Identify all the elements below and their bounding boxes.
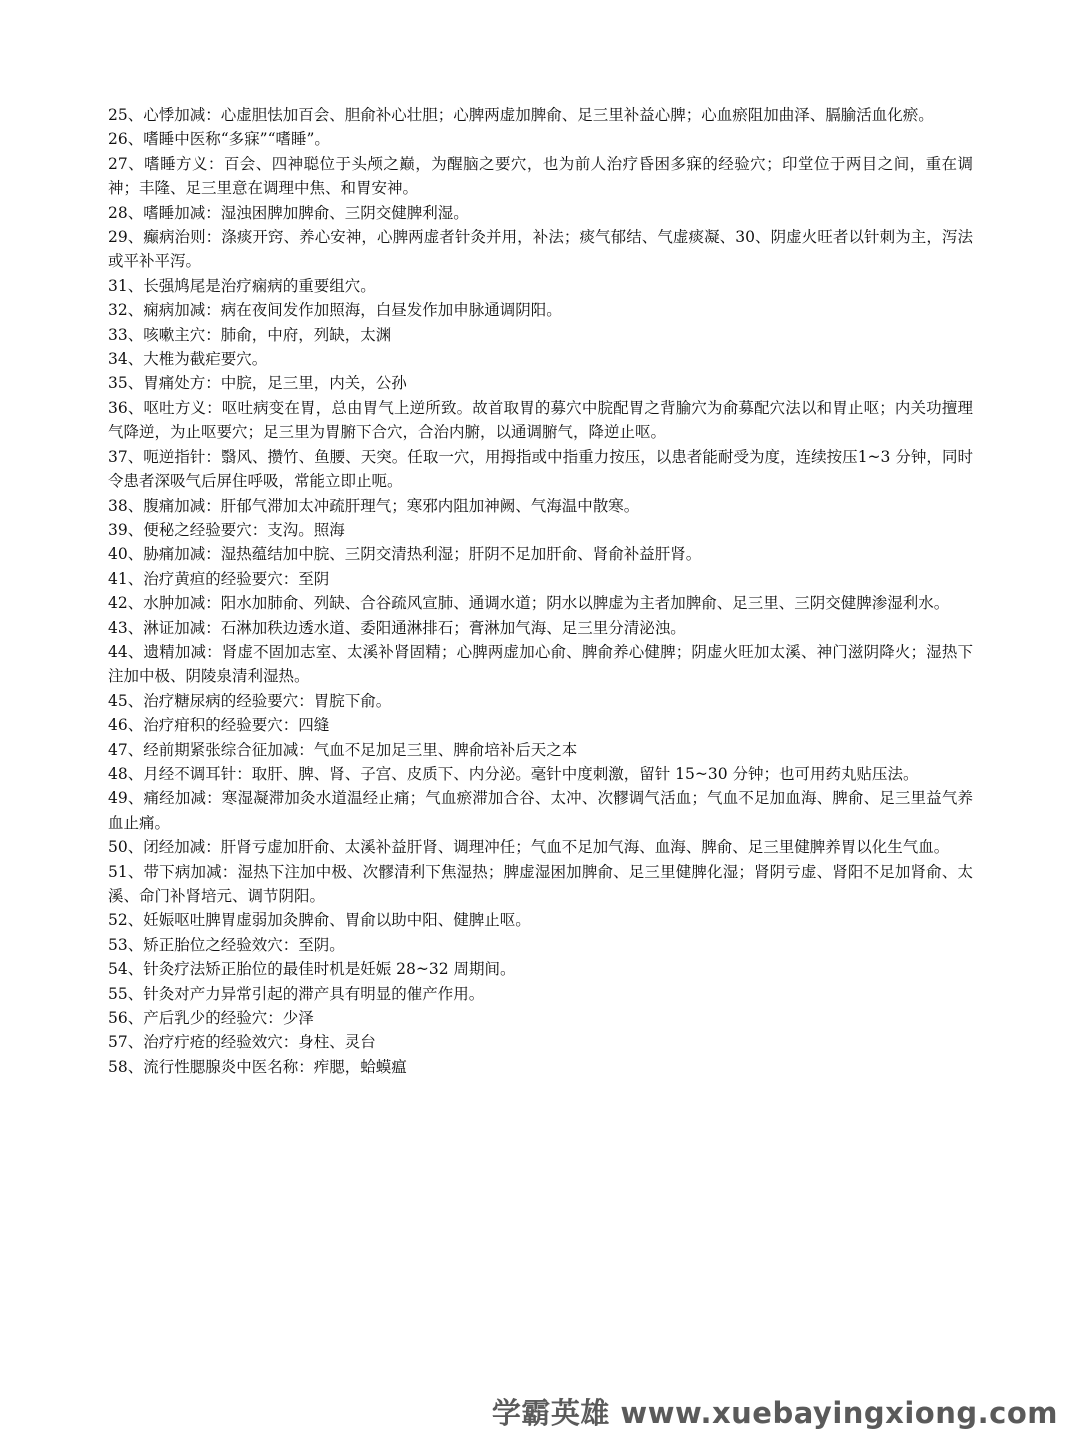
list-item: 35、胃痛处方：中脘，足三里，内关，公孙 — [108, 374, 407, 393]
list-item: 38、腹痛加减：肝郁气滞加太冲疏肝理气；寒邪内阻加神阙、气海温中散寒。 — [108, 496, 640, 515]
list-item: 29、癫病治则：涤痰开窍、养心安神，心脾两虚者针灸并用，补法；痰气郁结、气虚痰凝、30、阴虚火旺者以针刺为主，泻法或平补平泻。 — [108, 228, 973, 271]
list-item: 37、呃逆指针：翳风、攒竹、鱼腰、天突。任取一穴，用拇指或中指重力按压，以患者能耐受为度，连续按压1~3 分钟，同时令患者深吸气后屏住呼吸，常能立即止呃。 — [108, 447, 973, 491]
list-item: 25、心悸加减：心虚胆怯加百会、胆俞补心壮胆；心脾两虚加脾俞、足三里补益心脾；心血瘀阻加曲泽、膈腧活血化瘀。 — [108, 106, 934, 124]
list-item: 51、带下病加减：湿热下注加中极、次髎清利下焦湿热；脾虚湿困加脾俞、足三里健脾化湿；肾阴亏虚、肾阳不足加肾俞、太溪、命门补肾培元、调节阴阳。 — [108, 862, 973, 905]
list-item: 58、流行性腮腺炎中医名称：痄腮，蛤蟆瘟 — [108, 1057, 407, 1076]
list-item: 31、长强鸠尾是治疗痫病的重要组穴。 — [108, 276, 376, 295]
site-watermark: 学霸英雄 www.xuebayingxiong.com — [491, 1396, 1058, 1430]
list-item: 53、矫正胎位之经验效穴：至阴。 — [108, 935, 345, 954]
list-item: 33、咳嗽主穴：肺俞，中府，列缺，太渊 — [108, 325, 392, 344]
list-item: 28、嗜睡加减：湿浊困脾加脾俞、三阴交健脾利湿。 — [108, 203, 469, 222]
list-item: 57、治疗疔疮的经验效穴：身柱、灵台 — [108, 1033, 376, 1052]
document-body — [108, 103, 973, 1079]
list-item: 56、产后乳少的经验穴：少泽 — [108, 1009, 314, 1028]
list-item: 36、呕吐方义：呕吐病变在胃，总由胃气上逆所致。故首取胃的募穴中脘配胃之背腧穴为俞募配穴法以和胃止呕；内关功擅理气降逆，为止呕要穴；足三里为胃腑下合穴，合治内腑，以通调腑气，降逆止呕。 — [108, 398, 973, 442]
list-item: 48、月经不调耳针：取肝、脾、肾、子宫、皮质下、内分泌。毫针中度刺激，留针 15~30 分钟；也可用药丸贴压法。 — [108, 764, 919, 783]
list-item: 46、治疗疳积的经验要穴：四缝 — [108, 716, 330, 735]
list-item: 26、嗜睡中医称“多寐”“嗜睡”。 — [108, 130, 330, 149]
list-item: 34、大椎为截疟要穴。 — [108, 350, 268, 369]
list-item: 50、闭经加减：肝肾亏虚加肝俞、太溪补益肝肾、调理冲任；气血不足加气海、血海、脾俞、足三里健脾养胃以化生气血。 — [108, 838, 950, 857]
list-item: 44、遗精加减：肾虚不固加志室、太溪补肾固精；心脾两虚加心俞、脾俞养心健脾；阴虚火旺加太溪、神门滋阴降火；湿热下注加中极、阴陵泉清利湿热。 — [108, 642, 973, 686]
list-item: 41、治疗黄疸的经验要穴：至阴 — [108, 569, 330, 588]
list-item: 47、经前期紧张综合征加减：气血不足加足三里、脾俞培补后天之本 — [108, 740, 578, 759]
list-item: 27、嗜睡方义：百会、四神聪位于头颅之巅，为醒脑之要穴，也为前人治疗昏困多寐的经验穴；印堂位于两目之间，重在调神；丰隆、足三里意在调理中焦、和胃安神。 — [108, 154, 973, 198]
list-item: 43、淋证加减：石淋加秩边透水道、委阳通淋排石；膏淋加气海、足三里分清泌浊。 — [108, 618, 686, 637]
list-item: 40、胁痛加减：湿热蕴结加中脘、三阴交清热利湿；肝阴不足加肝俞、肾俞补益肝肾。 — [108, 545, 702, 564]
list-item: 55、针灸对产力异常引起的滞产具有明显的催产作用。 — [108, 984, 485, 1003]
list-item: 42、水肿加减：阳水加肺俞、列缺、合谷疏风宣肺、通调水道；阴水以脾虚为主者加脾俞、足三里、三阴交健脾渗湿利水。 — [108, 594, 950, 613]
list-item: 32、痫病加减：病在夜间发作加照海，白昼发作加申脉通调阴阳。 — [108, 301, 562, 320]
list-item: 49、痛经加减：寒湿凝滞加灸水道温经止痛；气血瘀滞加合谷、太冲、次髎调气活血；气血不足加血海、脾俞、足三里益气养血止痛。 — [108, 789, 973, 832]
list-item: 45、治疗糖尿病的经验要穴：胃脘下俞。 — [108, 691, 392, 710]
list-item: 39、便秘之经验要穴：支沟。照海 — [108, 520, 345, 539]
list-item: 54、针灸疗法矫正胎位的最佳时机是妊娠 28~32 周期间。 — [108, 960, 516, 979]
list-item: 52、妊娠呕吐脾胃虚弱加灸脾俞、胃俞以助中阳、健脾止呕。 — [108, 911, 531, 930]
